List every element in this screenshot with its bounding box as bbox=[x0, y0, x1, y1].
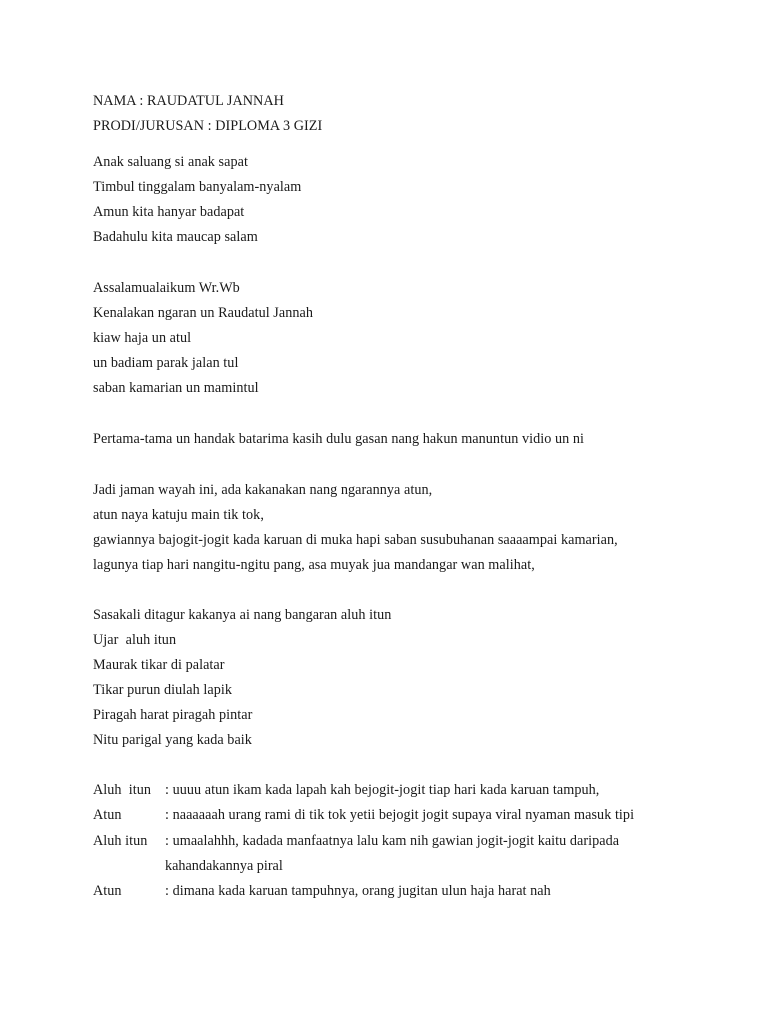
pantun-line: Sasakali ditagur kakanya ai nang bangaran aluh itun bbox=[93, 607, 392, 623]
dialogue-row bbox=[93, 781, 599, 799]
pantun-line: Ujar aluh itun bbox=[93, 632, 177, 648]
pantun-line: Tikar purun diulah lapik bbox=[93, 682, 232, 698]
student-name: NAMA : RAUDATUL JANNAH bbox=[93, 93, 284, 109]
intro-line: Kenalakan ngaran un Raudatul Jannah bbox=[93, 305, 314, 321]
dialogue-text: : naaaaaah urang rami di tik tok yetii bejogit jogit supaya viral nyaman masuk tipi bbox=[165, 807, 635, 823]
speaker-name: Aluh itun bbox=[93, 782, 152, 798]
story-line: gawiannya bajogit-jogit kada karuan di muka hapi saban susubuhanan saaaampai kamarian, bbox=[93, 532, 618, 548]
speaker-name: Aluh itun bbox=[93, 833, 148, 849]
study-program: PRODI/JURUSAN : DIPLOMA 3 GIZI bbox=[93, 118, 323, 134]
dialogue-text: : umaalahhh, kadada manfaatnya lalu kam nih gawian jogit-jogit kaitu daripada bbox=[165, 833, 620, 849]
dialogue-row bbox=[93, 806, 634, 824]
pantun-line: Maurak tikar di palatar bbox=[93, 657, 225, 673]
intro-line: saban kamarian un mamintul bbox=[93, 380, 259, 396]
speaker-name: Atun bbox=[93, 883, 122, 899]
story-line: atun naya katuju main tik tok, bbox=[93, 507, 264, 523]
speaker-name: Atun bbox=[93, 807, 122, 823]
intro-line: kiaw haja un atul bbox=[93, 330, 192, 346]
pantun-line: Piragah harat piragah pintar bbox=[93, 707, 253, 723]
dialogue-text: : dimana kada karuan tampuhnya, orang jugitan ulun haja harat nah bbox=[165, 883, 551, 899]
pantun-line: Amun kita hanyar badapat bbox=[93, 204, 245, 220]
story-line: Jadi jaman wayah ini, ada kakanakan nang ngarannya atun, bbox=[93, 482, 433, 498]
intro-line: Assalamualaikum Wr.Wb bbox=[93, 280, 240, 296]
pantun-line: Timbul tinggalam banyalam-nyalam bbox=[93, 179, 302, 195]
pantun-line: Badahulu kita maucap salam bbox=[93, 229, 258, 245]
thanks-paragraph: Pertama-tama un handak batarima kasih dulu gasan nang hakun manuntun vidio un ni bbox=[93, 431, 584, 447]
dialogue-row bbox=[93, 832, 619, 850]
dialogue-text: : uuuu atun ikam kada lapah kah bejogit-jogit tiap hari kada karuan tampuh, bbox=[165, 782, 600, 798]
dialogue-continuation: kahandakannya piral bbox=[165, 858, 283, 874]
dialogue-row bbox=[93, 882, 551, 900]
intro-line: un badiam parak jalan tul bbox=[93, 355, 239, 371]
pantun-line: Nitu parigal yang kada baik bbox=[93, 732, 252, 748]
story-line: lagunya tiap hari nangitu-ngitu pang, asa muyak jua mandangar wan malihat, bbox=[93, 557, 535, 573]
pantun-line: Anak saluang si anak sapat bbox=[93, 154, 248, 170]
